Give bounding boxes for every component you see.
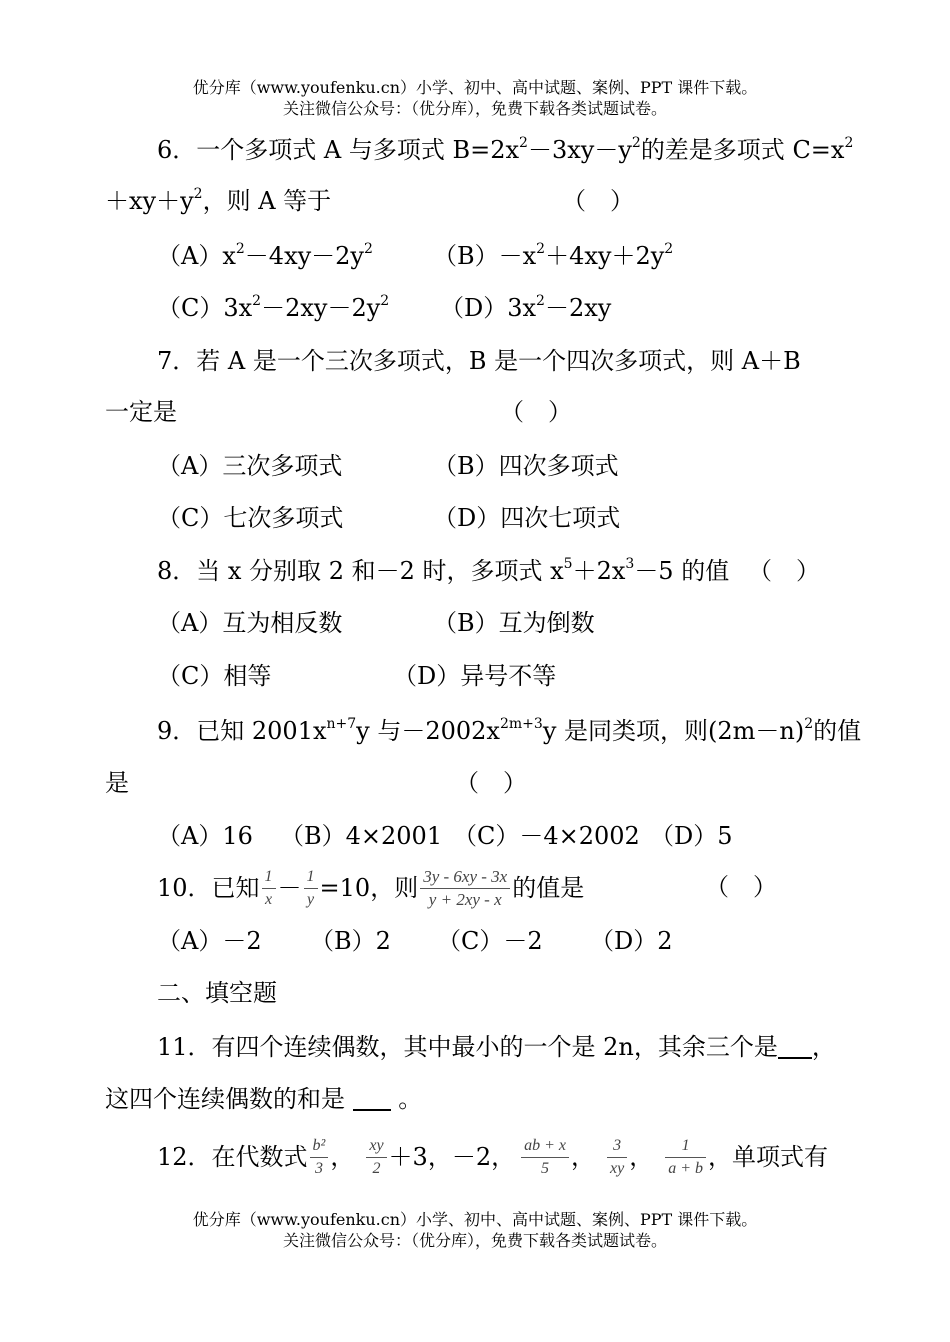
q10-fraction-1-over-x: $\frac{1}{x}$	[262, 868, 276, 909]
footer-line-2: 关注微信公众号：（优分库），免费下载各类试题试卷。	[282, 1231, 667, 1250]
q6-option-b: $(B)-x^2+4xy+2y^2$	[433, 241, 674, 270]
q8-answer-paren: （ ）	[748, 557, 820, 585]
q6-answer-paren: （ ）	[562, 187, 634, 215]
q9-answer-paren: （ ）	[455, 769, 527, 797]
q10-option-a: （A）－2	[157, 927, 262, 955]
q12-fraction-abx-over-5: $\frac{ab + x}{5}$	[521, 1137, 569, 1178]
q10-option-b: （B）2	[310, 927, 391, 955]
q8-option-a: （A）互为相反数	[157, 609, 343, 637]
q6-stem-line-1: 6．一个多项式 A 与多项式 $B=2x^2-3xy-y^2$的差是多项式 $C=x^2$	[157, 135, 854, 164]
q10-option-d: （D）2	[590, 927, 673, 955]
header-line-2: 关注微信公众号：（优分库），免费下载各类试题试卷。	[282, 99, 667, 118]
q7-answer-paren: （ ）	[500, 398, 572, 426]
footer-line-1: 优分库（www.youfenku.cn）小学、初中、高中试题、案例、PPT 课件下载。	[192, 1210, 758, 1229]
q11-blank-1[interactable]	[778, 1031, 812, 1059]
q12-stem: 12．在代数式 $\frac{\text{b²}}{3}$ ， $\frac{xy}{2}$ ＋3，－2， $\frac{ab + x}{5}$ ， $\frac{3}{xy}$ ， $\frac{1}{a + b}$ ，单项式有	[157, 1136, 828, 1177]
q12-fraction-3-over-xy: $\frac{3}{xy}$	[607, 1137, 627, 1178]
q9-stem-line-2: 是	[105, 769, 129, 797]
q12-fraction-xy-over-2: $\frac{xy}{2}$	[366, 1137, 386, 1178]
q9-option-c: （C）－4×2002	[453, 822, 640, 850]
q8-option-c: （C）相等	[157, 662, 272, 690]
q7-option-b: （B）四次多项式	[433, 452, 619, 480]
q10-fraction-1-over-y: $\frac{1}{y}$	[304, 868, 318, 909]
header-line-1: 优分库（www.youfenku.cn）小学、初中、高中试题、案例、PPT 课件下载。	[192, 78, 758, 97]
q10-expression-fraction: $\frac{3y - 6xy - 3x}{y + 2xy - x}$	[420, 868, 510, 909]
q8-stem: 8．当 x 分别取 2 和－2 时，多项式 $x^5+2x^3-5$ 的值	[157, 556, 730, 585]
q8-option-d: （D）异号不等	[393, 662, 557, 690]
q6-stem-line-2: $+xy+y^2$，则 A 等于	[105, 186, 332, 215]
q9-option-a: （A）16	[157, 822, 253, 850]
q11-stem-line-1: 11．有四个连续偶数，其中最小的一个是 2n，其余三个是 ，	[157, 1033, 836, 1061]
q7-option-d: （D）四次七项式	[433, 504, 621, 532]
q7-stem-line-1: 7．若 A 是一个三次多项式，B 是一个四次多项式，则 A＋B	[157, 347, 801, 375]
q12-fraction-1-over-ab: $\frac{1}{a + b}$	[665, 1137, 706, 1178]
q9-option-b: （B）4×2001	[280, 822, 443, 850]
section-title-fill-in: 二、填空题	[157, 979, 277, 1007]
q11-stem-line-2: 这四个连续偶数的和是 。	[105, 1085, 423, 1113]
q10-option-c: （C）－2	[437, 927, 543, 955]
q6-option-d: $(D)3x^2-2xy$	[440, 293, 612, 322]
q7-stem-line-2: 一定是	[105, 398, 177, 426]
q11-blank-2[interactable]	[353, 1083, 391, 1111]
q8-option-b: （B）互为倒数	[433, 609, 595, 637]
q9-option-d: （D）5	[650, 822, 733, 850]
q6-option-c: $(C)3x^2-2xy-2y^2$	[157, 293, 390, 322]
q7-option-c: （C）七次多项式	[157, 504, 344, 532]
q10-stem: 10．已知 $\frac{1}{x}$ － $\frac{1}{y}$ =10，则 $\frac{3y - 6xy - 3x}{y + 2xy - x}$ 的值是	[157, 866, 585, 909]
q9-stem-line-1: 9．已知 $2001x^{n+7}y$ 与$-2002x^{2m+3}y$ 是同类项，则$(2m-n)^2$的值	[157, 716, 862, 745]
q6-option-a: $(A)x^2-4xy-2y^2$	[157, 241, 373, 270]
q12-fraction-b2-over-3: $\frac{\text{b²}}{3}$	[310, 1137, 329, 1178]
q10-answer-paren: （ ）	[705, 873, 777, 901]
q7-option-a: （A）三次多项式	[157, 452, 343, 480]
